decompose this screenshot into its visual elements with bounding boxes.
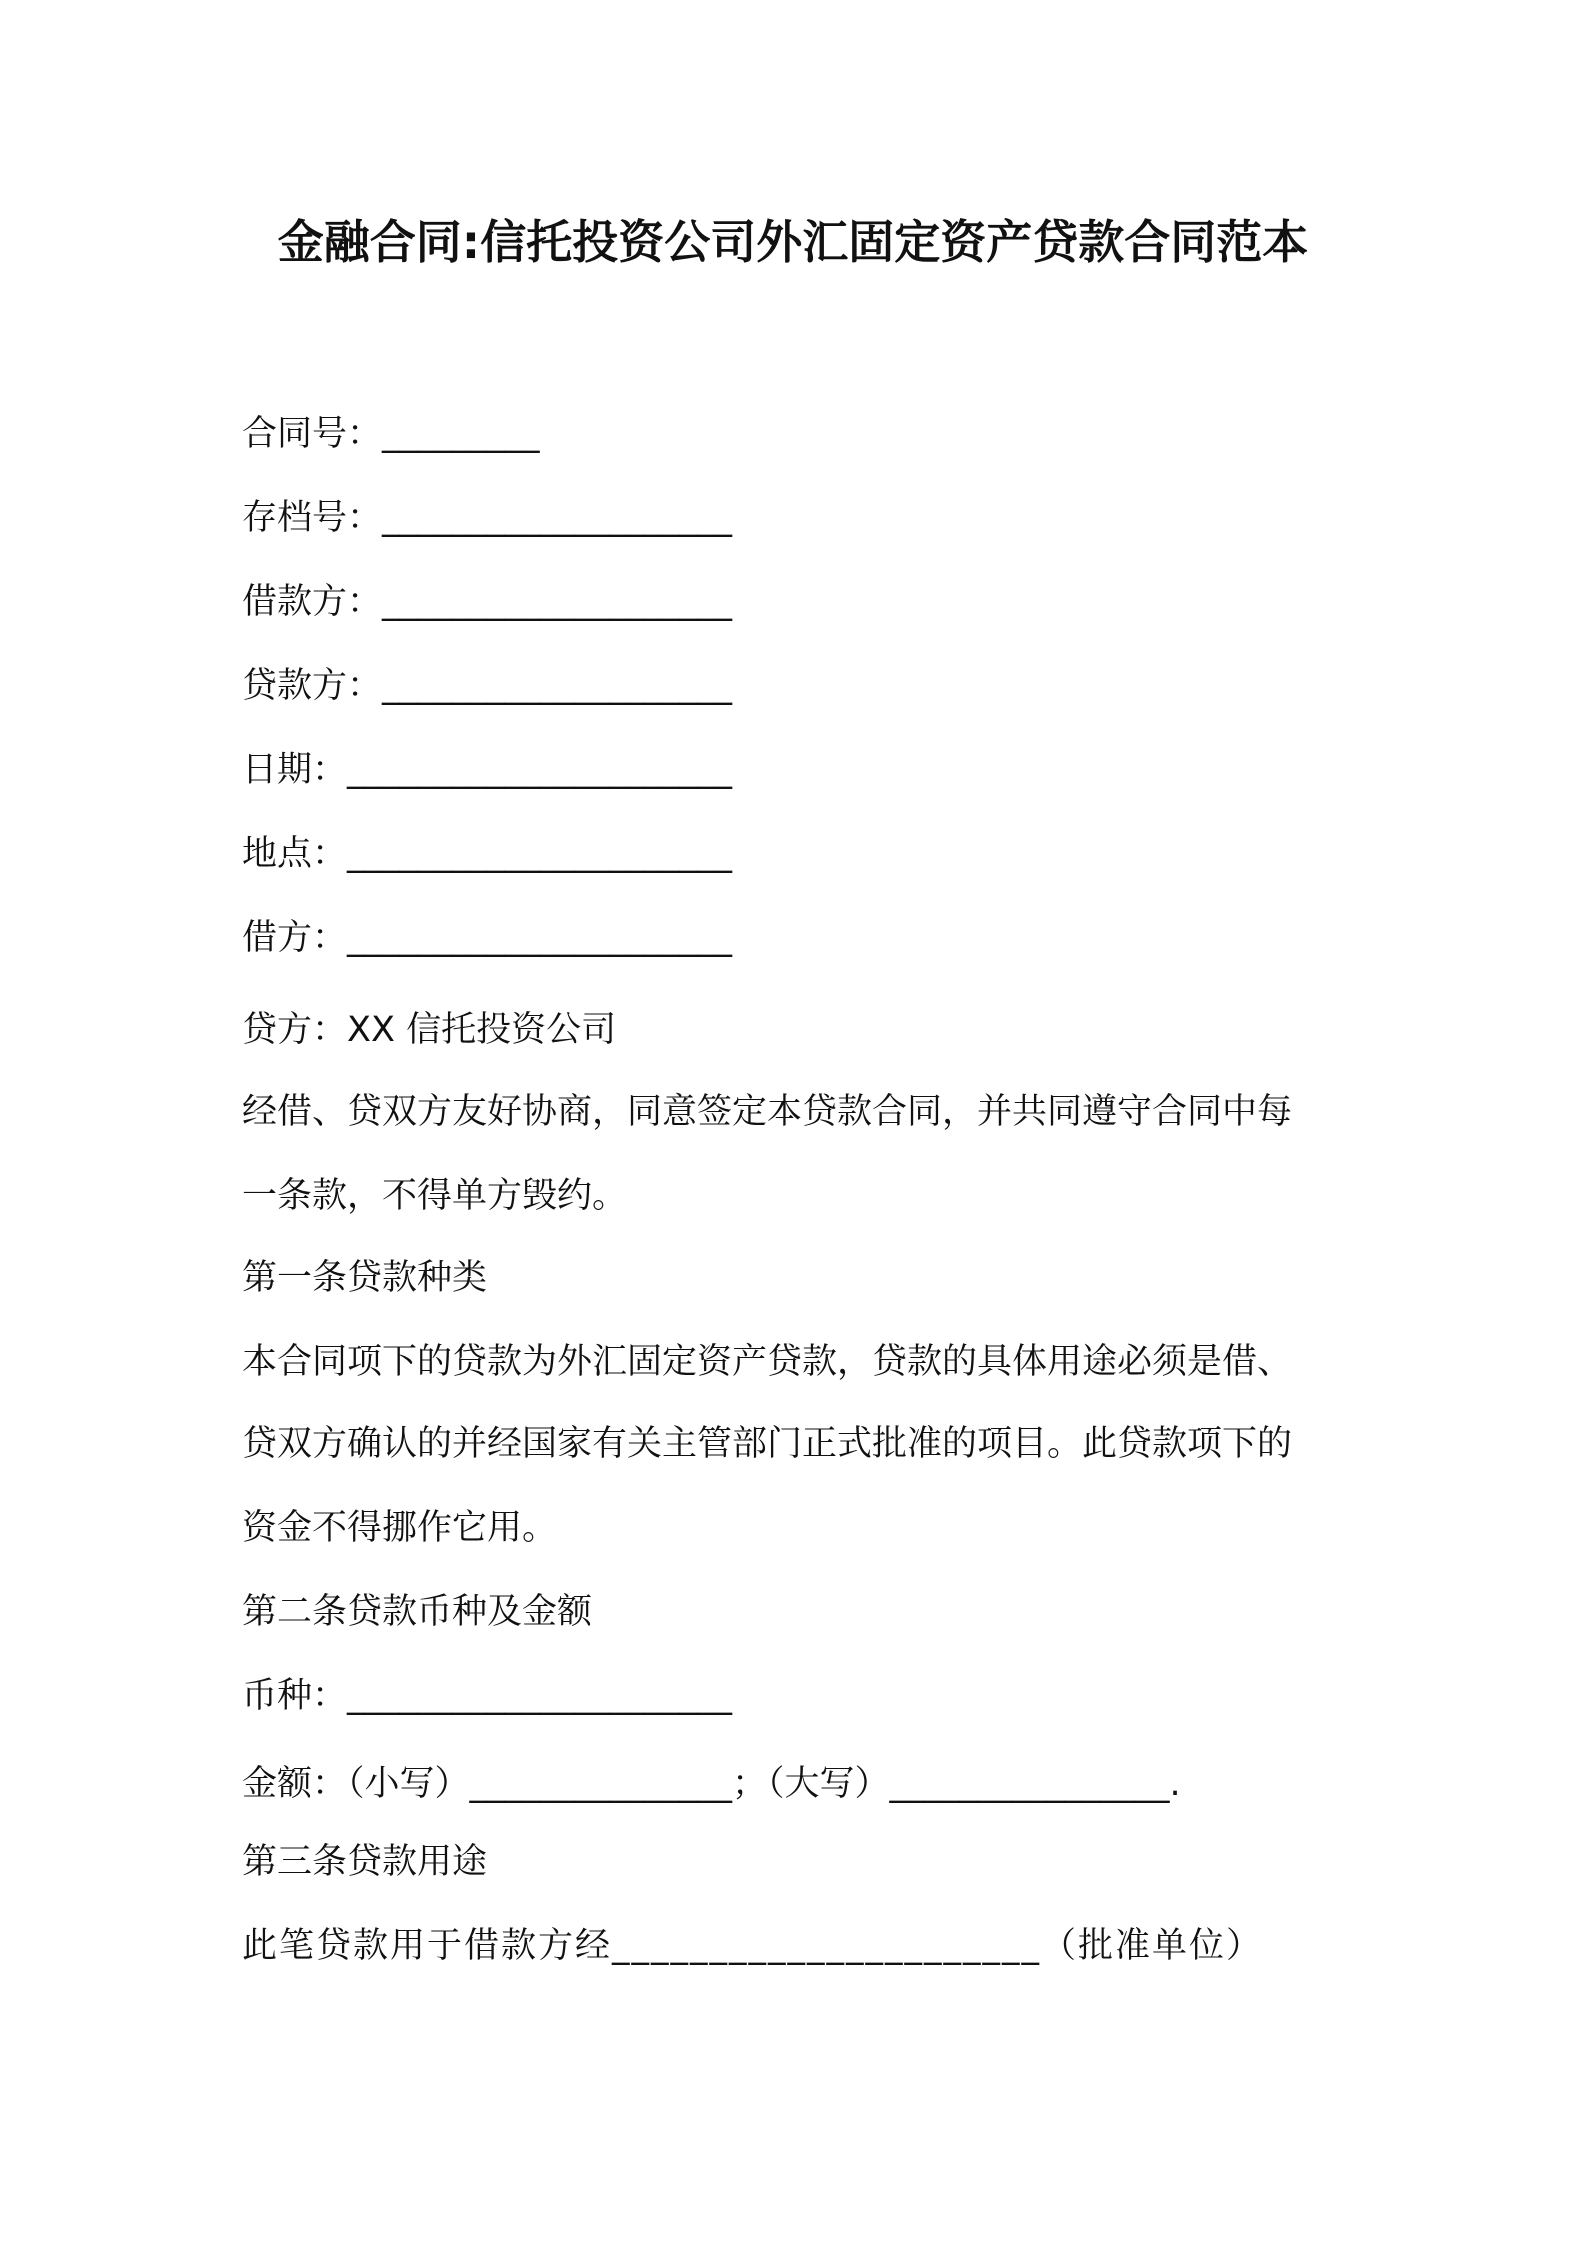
article-3-line-1: 此笔贷款用于借款方经______________________（批准单位） xyxy=(242,1926,1264,1966)
article-1-line-2: 贷双方确认的并经国家有关主管部门正式批准的项目。此贷款项下的 xyxy=(242,1424,1293,1464)
intro-paragraph-line-1: 经借、贷双方友好协商，同意签定本贷款合同，并共同遵守合同中每 xyxy=(242,1092,1293,1132)
debtor-field: 借方：______________________ xyxy=(242,918,733,958)
currency-field: 币种：______________________ xyxy=(242,1676,733,1716)
document-title: 金融合同:信托投资公司外汇固定资产贷款合同范本 xyxy=(277,215,1309,269)
article-1-heading: 第一条贷款种类 xyxy=(242,1258,488,1298)
lender-field: 贷款方：____________________ xyxy=(242,666,733,706)
article-2-heading: 第二条贷款币种及金额 xyxy=(242,1592,593,1632)
date-field: 日期：______________________ xyxy=(242,750,733,790)
creditor-field: 贷方：XX 信托投资公司 xyxy=(242,1010,617,1050)
archive-number-field: 存档号：____________________ xyxy=(242,498,733,538)
place-field: 地点：______________________ xyxy=(242,834,733,874)
article-3-heading: 第三条贷款用途 xyxy=(242,1842,488,1882)
borrower-field: 借款方：____________________ xyxy=(242,582,733,622)
amount-field: 金额：（小写）_______________；（大写）________________. xyxy=(242,1764,1181,1804)
contract-number-field: 合同号：_________ xyxy=(242,414,540,454)
article-1-line-1: 本合同项下的贷款为外汇固定资产贷款，贷款的具体用途必须是借、 xyxy=(242,1342,1293,1382)
article-1-line-3: 资金不得挪作它用。 xyxy=(242,1508,558,1548)
intro-paragraph-line-2: 一条款，不得单方毁约。 xyxy=(242,1176,628,1216)
